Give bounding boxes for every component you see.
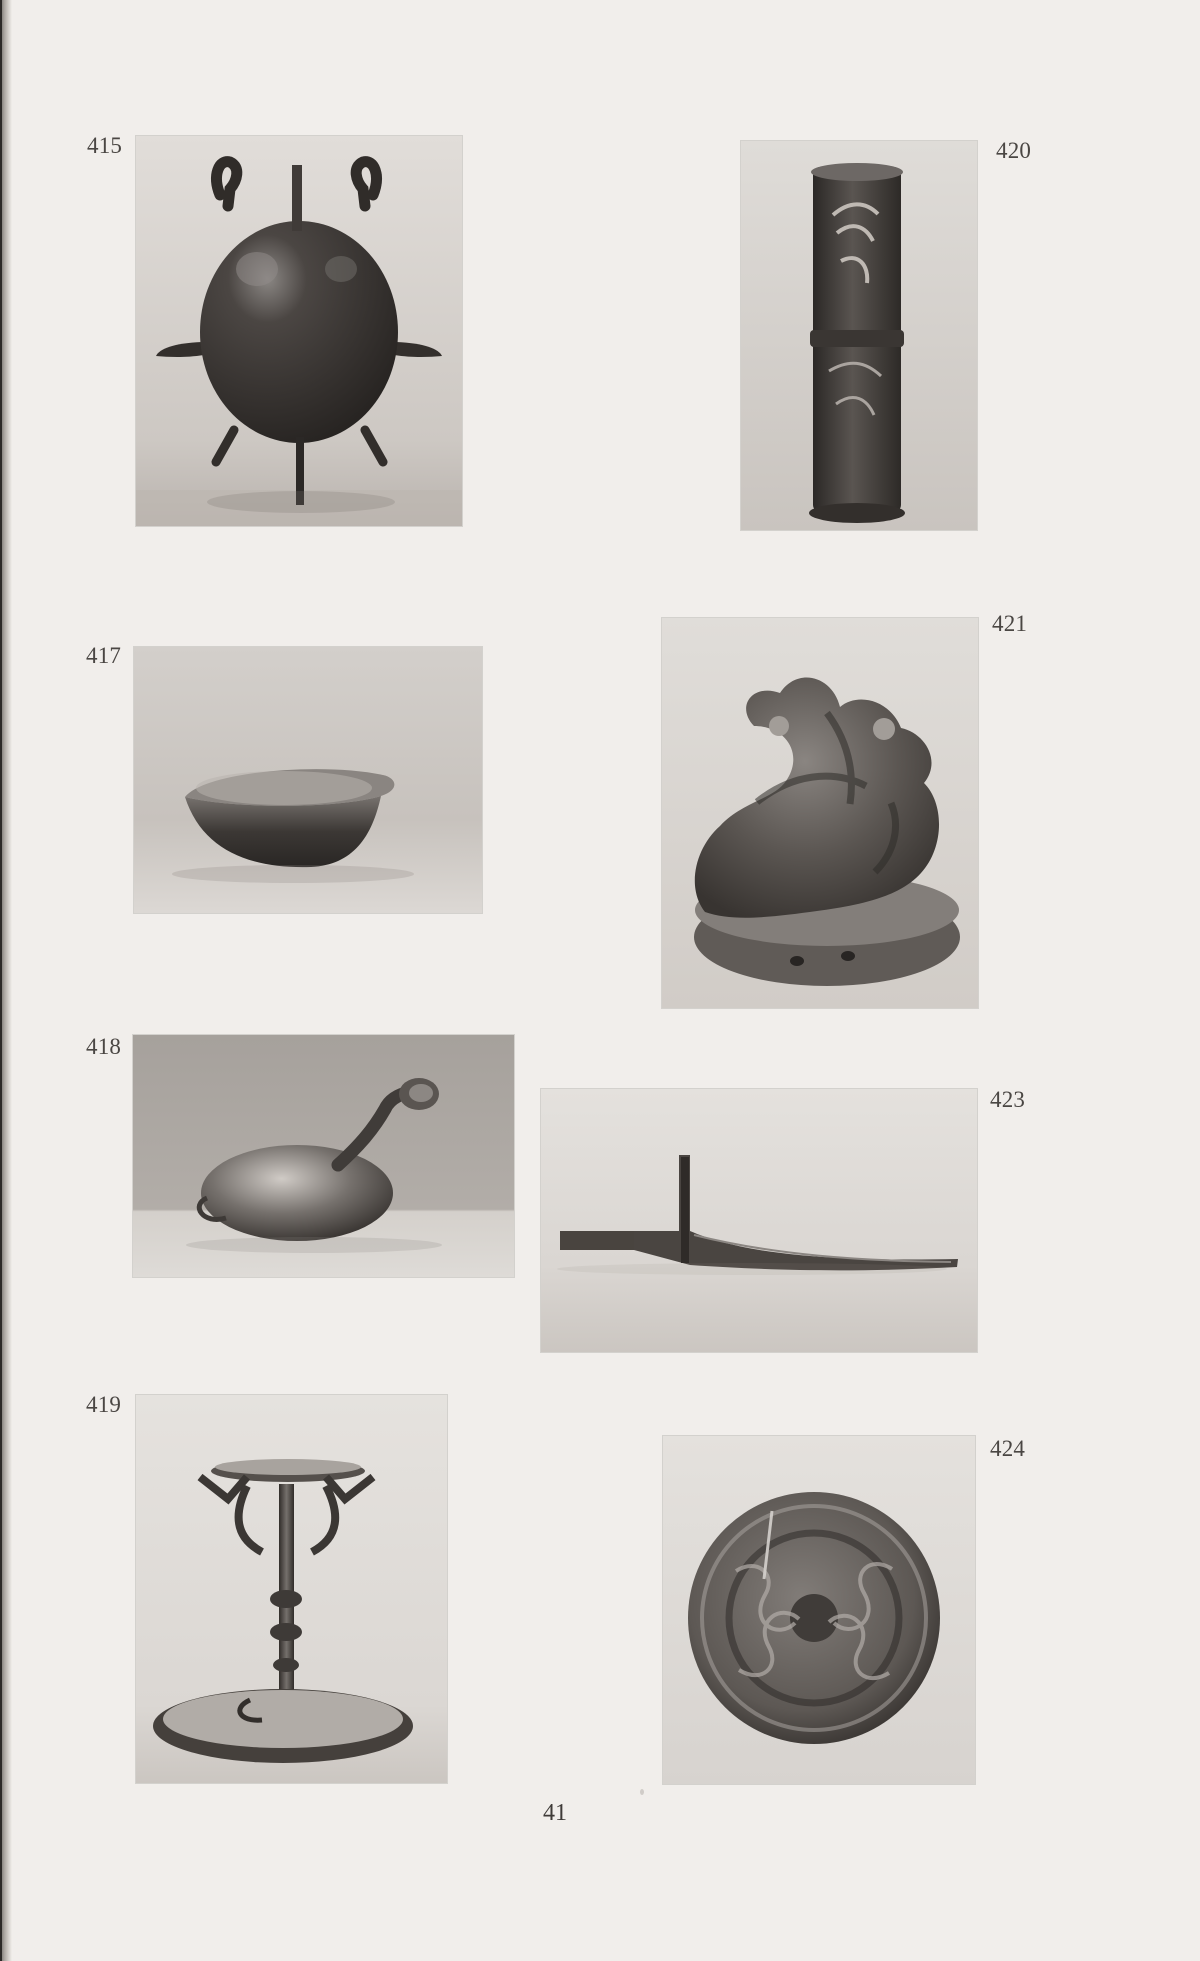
handled-bowl-photo	[133, 1035, 514, 1277]
dagger-axe-photo	[541, 1089, 977, 1352]
photo-plate-420	[741, 141, 977, 530]
ding-vessel-photo	[136, 136, 462, 526]
lot-number-424: 424	[990, 1436, 1026, 1461]
lot-number-421: 421	[992, 611, 1028, 636]
photo-plate-418	[133, 1035, 514, 1277]
photo-plate-419	[136, 1395, 447, 1783]
page-gutter-shadow	[0, 0, 12, 1961]
lot-number-419: 419	[86, 1392, 122, 1417]
photo-plate-423	[541, 1089, 977, 1352]
paper-speck	[640, 1789, 644, 1795]
mirror-photo	[663, 1436, 975, 1784]
photo-plate-424	[663, 1436, 975, 1784]
photo-plate-421	[662, 618, 978, 1008]
figural-weight-photo	[662, 618, 978, 1008]
page-number: 41	[543, 1800, 567, 1826]
photo-plate-417	[134, 647, 482, 913]
lot-number-420: 420	[996, 138, 1032, 163]
lot-number-415: 415	[87, 133, 123, 158]
photo-plate-415	[136, 136, 462, 526]
lamp-stand-photo	[136, 1395, 447, 1783]
lot-number-418: 418	[86, 1034, 122, 1059]
cylindrical-case-photo	[741, 141, 977, 530]
lot-number-417: 417	[86, 643, 122, 668]
oval-cup-photo	[134, 647, 482, 913]
lot-number-423: 423	[990, 1087, 1026, 1112]
